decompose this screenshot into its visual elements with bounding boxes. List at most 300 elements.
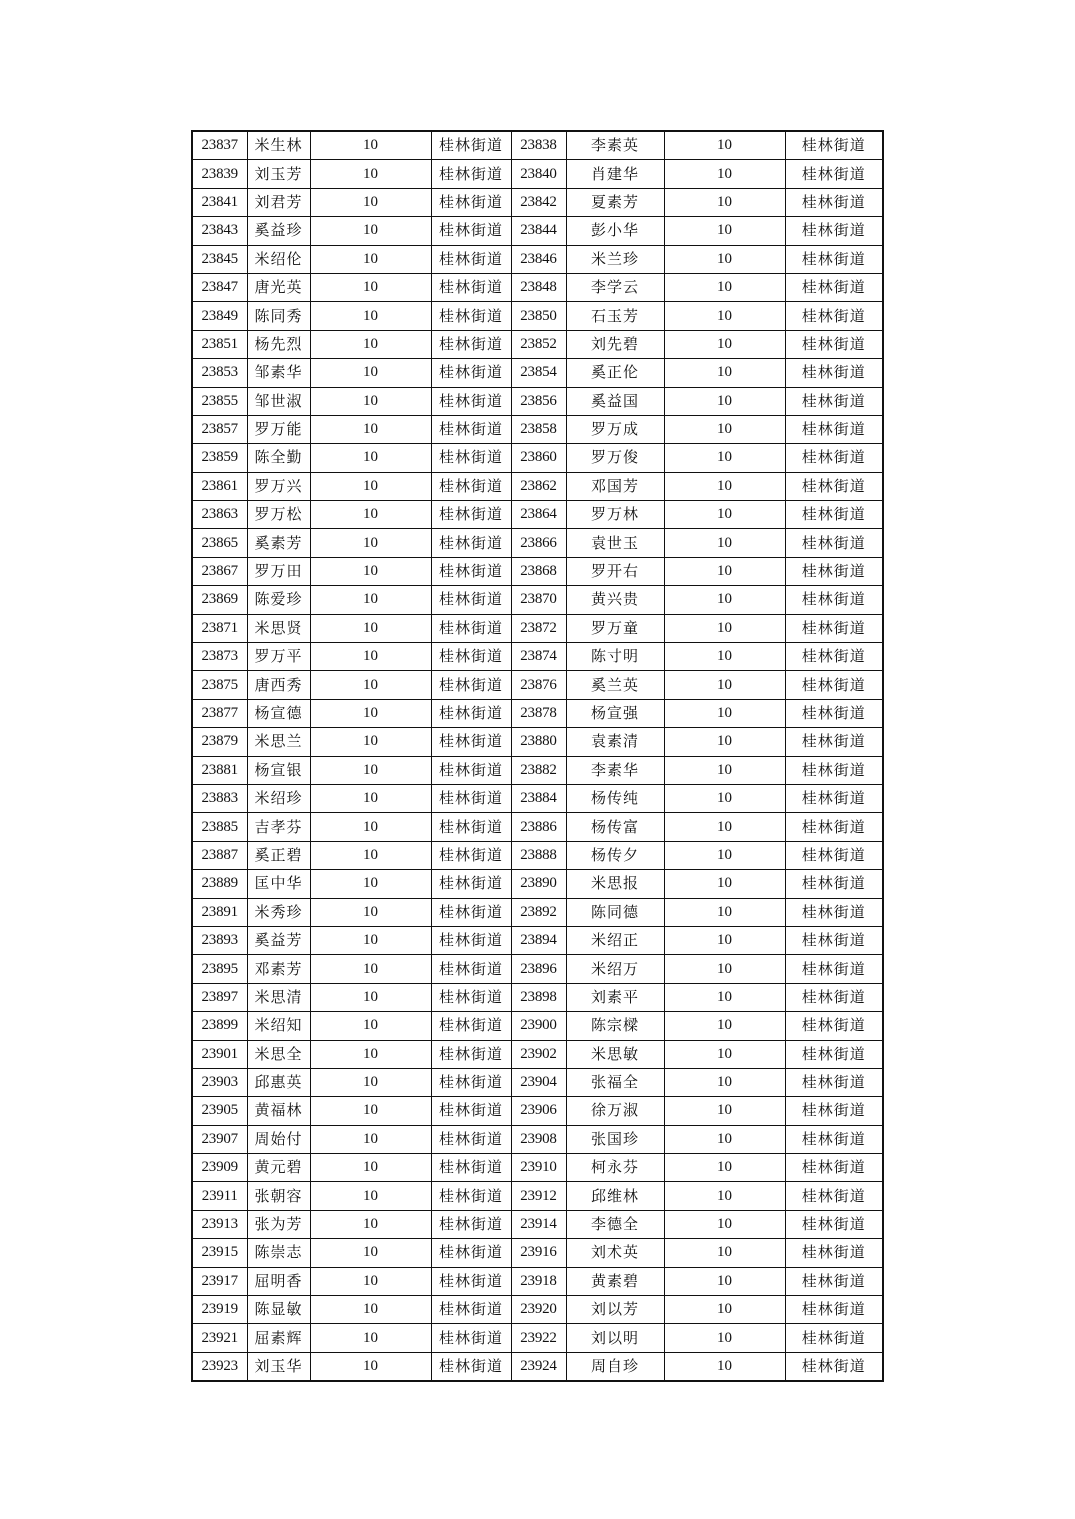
left-street-name-cell: 桂林街道 <box>431 1296 511 1324</box>
right-street-name-cell: 桂林街道 <box>785 273 883 301</box>
left-record-id-cell: 23901 <box>192 1040 247 1068</box>
left-score-value-cell: 10 <box>310 330 431 358</box>
left-score-value-cell: 10 <box>310 586 431 614</box>
table-row <box>192 983 883 1011</box>
right-street-name-cell: 桂林街道 <box>785 1182 883 1210</box>
left-score-value-cell: 10 <box>310 756 431 784</box>
left-street-name-cell: 桂林街道 <box>431 160 511 188</box>
left-street-name-cell: 桂林街道 <box>431 983 511 1011</box>
right-score-value-cell: 10 <box>664 359 785 387</box>
table-row <box>192 728 883 756</box>
left-person-name-cell: 邹世淑 <box>247 387 310 415</box>
left-score-value-cell: 10 <box>310 1324 431 1352</box>
right-record-id-cell: 23908 <box>511 1125 566 1153</box>
left-person-name-cell: 罗万兴 <box>247 472 310 500</box>
right-person-name-cell: 李学云 <box>566 273 664 301</box>
right-street-name-cell: 桂林街道 <box>785 841 883 869</box>
table-row <box>192 273 883 301</box>
right-person-name-cell: 邓国芳 <box>566 472 664 500</box>
left-score-value-cell: 10 <box>310 359 431 387</box>
left-score-value-cell: 10 <box>310 444 431 472</box>
roster-table <box>191 130 884 1382</box>
right-person-name-cell: 刘素平 <box>566 983 664 1011</box>
table-row <box>192 586 883 614</box>
left-record-id-cell: 23887 <box>192 841 247 869</box>
table-row <box>192 557 883 585</box>
left-record-id-cell: 23923 <box>192 1352 247 1381</box>
right-street-name-cell: 桂林街道 <box>785 302 883 330</box>
right-record-id-cell: 23874 <box>511 643 566 671</box>
right-person-name-cell: 周自珍 <box>566 1352 664 1381</box>
right-score-value-cell: 10 <box>664 870 785 898</box>
table-row <box>192 1296 883 1324</box>
left-score-value-cell: 10 <box>310 1210 431 1238</box>
right-person-name-cell: 夏素芳 <box>566 188 664 216</box>
table-row <box>192 699 883 727</box>
right-score-value-cell: 10 <box>664 926 785 954</box>
left-score-value-cell: 10 <box>310 1154 431 1182</box>
left-record-id-cell: 23899 <box>192 1012 247 1040</box>
right-person-name-cell: 米思报 <box>566 870 664 898</box>
right-street-name-cell: 桂林街道 <box>785 756 883 784</box>
right-score-value-cell: 10 <box>664 245 785 273</box>
left-person-name-cell: 奚益珍 <box>247 217 310 245</box>
left-score-value-cell: 10 <box>310 501 431 529</box>
right-person-name-cell: 袁世玉 <box>566 529 664 557</box>
right-street-name-cell: 桂林街道 <box>785 245 883 273</box>
left-person-name-cell: 米思兰 <box>247 728 310 756</box>
right-score-value-cell: 10 <box>664 415 785 443</box>
right-person-name-cell: 张福全 <box>566 1068 664 1096</box>
right-record-id-cell: 23858 <box>511 415 566 443</box>
right-street-name-cell: 桂林街道 <box>785 1296 883 1324</box>
right-street-name-cell: 桂林街道 <box>785 529 883 557</box>
left-street-name-cell: 桂林街道 <box>431 188 511 216</box>
left-record-id-cell: 23889 <box>192 870 247 898</box>
right-person-name-cell: 奚正伦 <box>566 359 664 387</box>
right-score-value-cell: 10 <box>664 1154 785 1182</box>
left-record-id-cell: 23853 <box>192 359 247 387</box>
left-street-name-cell: 桂林街道 <box>431 1267 511 1295</box>
left-record-id-cell: 23863 <box>192 501 247 529</box>
left-score-value-cell: 10 <box>310 870 431 898</box>
table-row <box>192 160 883 188</box>
right-person-name-cell: 黄素碧 <box>566 1267 664 1295</box>
table-row <box>192 330 883 358</box>
table-row <box>192 444 883 472</box>
right-record-id-cell: 23912 <box>511 1182 566 1210</box>
right-street-name-cell: 桂林街道 <box>785 1012 883 1040</box>
right-score-value-cell: 10 <box>664 728 785 756</box>
left-person-name-cell: 邱惠英 <box>247 1068 310 1096</box>
left-record-id-cell: 23845 <box>192 245 247 273</box>
left-street-name-cell: 桂林街道 <box>431 671 511 699</box>
right-person-name-cell: 刘术英 <box>566 1239 664 1267</box>
right-street-name-cell: 桂林街道 <box>785 1068 883 1096</box>
right-record-id-cell: 23906 <box>511 1097 566 1125</box>
right-street-name-cell: 桂林街道 <box>785 501 883 529</box>
table-row <box>192 217 883 245</box>
table-row <box>192 813 883 841</box>
right-record-id-cell: 23922 <box>511 1324 566 1352</box>
right-score-value-cell: 10 <box>664 784 785 812</box>
left-score-value-cell: 10 <box>310 728 431 756</box>
left-street-name-cell: 桂林街道 <box>431 1068 511 1096</box>
left-score-value-cell: 10 <box>310 131 431 160</box>
left-street-name-cell: 桂林街道 <box>431 643 511 671</box>
left-score-value-cell: 10 <box>310 1296 431 1324</box>
left-score-value-cell: 10 <box>310 1267 431 1295</box>
left-street-name-cell: 桂林街道 <box>431 444 511 472</box>
left-score-value-cell: 10 <box>310 1182 431 1210</box>
right-score-value-cell: 10 <box>664 1210 785 1238</box>
left-record-id-cell: 23861 <box>192 472 247 500</box>
right-street-name-cell: 桂林街道 <box>785 784 883 812</box>
left-record-id-cell: 23847 <box>192 273 247 301</box>
right-person-name-cell: 张国珍 <box>566 1125 664 1153</box>
right-street-name-cell: 桂林街道 <box>785 699 883 727</box>
left-street-name-cell: 桂林街道 <box>431 756 511 784</box>
right-person-name-cell: 奚益国 <box>566 387 664 415</box>
left-record-id-cell: 23857 <box>192 415 247 443</box>
right-record-id-cell: 23910 <box>511 1154 566 1182</box>
right-street-name-cell: 桂林街道 <box>785 898 883 926</box>
left-person-name-cell: 米绍伦 <box>247 245 310 273</box>
table-row <box>192 1210 883 1238</box>
right-street-name-cell: 桂林街道 <box>785 1352 883 1381</box>
left-street-name-cell: 桂林街道 <box>431 1125 511 1153</box>
right-record-id-cell: 23880 <box>511 728 566 756</box>
right-street-name-cell: 桂林街道 <box>785 387 883 415</box>
left-record-id-cell: 23855 <box>192 387 247 415</box>
right-score-value-cell: 10 <box>664 330 785 358</box>
table-row <box>192 784 883 812</box>
left-record-id-cell: 23871 <box>192 614 247 642</box>
right-person-name-cell: 罗万俊 <box>566 444 664 472</box>
left-person-name-cell: 罗万能 <box>247 415 310 443</box>
right-record-id-cell: 23878 <box>511 699 566 727</box>
right-score-value-cell: 10 <box>664 1267 785 1295</box>
left-record-id-cell: 23843 <box>192 217 247 245</box>
right-street-name-cell: 桂林街道 <box>785 983 883 1011</box>
right-person-name-cell: 徐万淑 <box>566 1097 664 1125</box>
left-person-name-cell: 奚正碧 <box>247 841 310 869</box>
table-row <box>192 870 883 898</box>
right-street-name-cell: 桂林街道 <box>785 1210 883 1238</box>
table-row <box>192 1352 883 1381</box>
right-score-value-cell: 10 <box>664 273 785 301</box>
table-row <box>192 529 883 557</box>
left-score-value-cell: 10 <box>310 472 431 500</box>
left-score-value-cell: 10 <box>310 1097 431 1125</box>
left-record-id-cell: 23913 <box>192 1210 247 1238</box>
right-street-name-cell: 桂林街道 <box>785 444 883 472</box>
right-person-name-cell: 罗万林 <box>566 501 664 529</box>
left-person-name-cell: 吉孝芬 <box>247 813 310 841</box>
right-score-value-cell: 10 <box>664 1040 785 1068</box>
right-person-name-cell: 刘以芳 <box>566 1296 664 1324</box>
right-street-name-cell: 桂林街道 <box>785 955 883 983</box>
right-record-id-cell: 23904 <box>511 1068 566 1096</box>
right-record-id-cell: 23840 <box>511 160 566 188</box>
left-street-name-cell: 桂林街道 <box>431 728 511 756</box>
left-person-name-cell: 刘玉华 <box>247 1352 310 1381</box>
left-score-value-cell: 10 <box>310 415 431 443</box>
right-score-value-cell: 10 <box>664 444 785 472</box>
right-record-id-cell: 23870 <box>511 586 566 614</box>
right-street-name-cell: 桂林街道 <box>785 217 883 245</box>
left-score-value-cell: 10 <box>310 1012 431 1040</box>
right-record-id-cell: 23884 <box>511 784 566 812</box>
right-record-id-cell: 23918 <box>511 1267 566 1295</box>
right-score-value-cell: 10 <box>664 1125 785 1153</box>
right-record-id-cell: 23842 <box>511 188 566 216</box>
right-record-id-cell: 23856 <box>511 387 566 415</box>
right-record-id-cell: 23924 <box>511 1352 566 1381</box>
right-score-value-cell: 10 <box>664 1352 785 1381</box>
right-street-name-cell: 桂林街道 <box>785 813 883 841</box>
right-score-value-cell: 10 <box>664 472 785 500</box>
right-record-id-cell: 23898 <box>511 983 566 1011</box>
right-record-id-cell: 23866 <box>511 529 566 557</box>
table-row <box>192 1068 883 1096</box>
left-street-name-cell: 桂林街道 <box>431 273 511 301</box>
right-score-value-cell: 10 <box>664 131 785 160</box>
left-person-name-cell: 匡中华 <box>247 870 310 898</box>
right-person-name-cell: 袁素清 <box>566 728 664 756</box>
left-record-id-cell: 23921 <box>192 1324 247 1352</box>
left-record-id-cell: 23859 <box>192 444 247 472</box>
right-score-value-cell: 10 <box>664 1182 785 1210</box>
right-person-name-cell: 杨传夕 <box>566 841 664 869</box>
table-row <box>192 1040 883 1068</box>
left-record-id-cell: 23897 <box>192 983 247 1011</box>
left-person-name-cell: 杨先烈 <box>247 330 310 358</box>
left-person-name-cell: 杨宣德 <box>247 699 310 727</box>
right-score-value-cell: 10 <box>664 160 785 188</box>
left-score-value-cell: 10 <box>310 955 431 983</box>
table-row <box>192 926 883 954</box>
left-street-name-cell: 桂林街道 <box>431 245 511 273</box>
left-record-id-cell: 23911 <box>192 1182 247 1210</box>
right-person-name-cell: 米兰珍 <box>566 245 664 273</box>
right-score-value-cell: 10 <box>664 557 785 585</box>
right-person-name-cell: 李素英 <box>566 131 664 160</box>
left-street-name-cell: 桂林街道 <box>431 359 511 387</box>
right-street-name-cell: 桂林街道 <box>785 614 883 642</box>
right-score-value-cell: 10 <box>664 387 785 415</box>
left-street-name-cell: 桂林街道 <box>431 1040 511 1068</box>
right-street-name-cell: 桂林街道 <box>785 1125 883 1153</box>
table-row <box>192 614 883 642</box>
right-person-name-cell: 罗万童 <box>566 614 664 642</box>
left-street-name-cell: 桂林街道 <box>431 1352 511 1381</box>
right-record-id-cell: 23892 <box>511 898 566 926</box>
left-person-name-cell: 陈爱珍 <box>247 586 310 614</box>
left-score-value-cell: 10 <box>310 529 431 557</box>
left-person-name-cell: 屈明香 <box>247 1267 310 1295</box>
left-person-name-cell: 邓素芳 <box>247 955 310 983</box>
table-row <box>192 671 883 699</box>
left-person-name-cell: 陈同秀 <box>247 302 310 330</box>
right-score-value-cell: 10 <box>664 813 785 841</box>
right-score-value-cell: 10 <box>664 501 785 529</box>
left-street-name-cell: 桂林街道 <box>431 557 511 585</box>
left-score-value-cell: 10 <box>310 217 431 245</box>
table-row <box>192 955 883 983</box>
right-record-id-cell: 23876 <box>511 671 566 699</box>
right-person-name-cell: 肖建华 <box>566 160 664 188</box>
left-person-name-cell: 米思清 <box>247 983 310 1011</box>
right-person-name-cell: 米思敏 <box>566 1040 664 1068</box>
right-person-name-cell: 陈寸明 <box>566 643 664 671</box>
right-score-value-cell: 10 <box>664 1097 785 1125</box>
roster-body <box>192 131 883 1381</box>
right-record-id-cell: 23852 <box>511 330 566 358</box>
left-street-name-cell: 桂林街道 <box>431 217 511 245</box>
right-person-name-cell: 刘以明 <box>566 1324 664 1352</box>
table-row <box>192 898 883 926</box>
right-street-name-cell: 桂林街道 <box>785 131 883 160</box>
left-score-value-cell: 10 <box>310 699 431 727</box>
left-street-name-cell: 桂林街道 <box>431 529 511 557</box>
right-score-value-cell: 10 <box>664 1012 785 1040</box>
right-record-id-cell: 23894 <box>511 926 566 954</box>
left-record-id-cell: 23909 <box>192 1154 247 1182</box>
right-street-name-cell: 桂林街道 <box>785 643 883 671</box>
left-person-name-cell: 罗万田 <box>247 557 310 585</box>
left-person-name-cell: 屈素辉 <box>247 1324 310 1352</box>
right-score-value-cell: 10 <box>664 955 785 983</box>
right-record-id-cell: 23864 <box>511 501 566 529</box>
left-score-value-cell: 10 <box>310 160 431 188</box>
left-record-id-cell: 23903 <box>192 1068 247 1096</box>
right-record-id-cell: 23900 <box>511 1012 566 1040</box>
left-record-id-cell: 23849 <box>192 302 247 330</box>
right-person-name-cell: 杨宣强 <box>566 699 664 727</box>
right-street-name-cell: 桂林街道 <box>785 1154 883 1182</box>
left-street-name-cell: 桂林街道 <box>431 614 511 642</box>
left-person-name-cell: 米思全 <box>247 1040 310 1068</box>
right-score-value-cell: 10 <box>664 586 785 614</box>
right-street-name-cell: 桂林街道 <box>785 926 883 954</box>
table-row <box>192 359 883 387</box>
right-record-id-cell: 23920 <box>511 1296 566 1324</box>
right-score-value-cell: 10 <box>664 841 785 869</box>
left-street-name-cell: 桂林街道 <box>431 387 511 415</box>
left-street-name-cell: 桂林街道 <box>431 1012 511 1040</box>
right-person-name-cell: 米绍万 <box>566 955 664 983</box>
left-score-value-cell: 10 <box>310 302 431 330</box>
right-record-id-cell: 23854 <box>511 359 566 387</box>
left-person-name-cell: 黄元碧 <box>247 1154 310 1182</box>
table-row <box>192 1125 883 1153</box>
right-score-value-cell: 10 <box>664 1068 785 1096</box>
right-record-id-cell: 23888 <box>511 841 566 869</box>
right-person-name-cell: 罗开右 <box>566 557 664 585</box>
left-person-name-cell: 米绍珍 <box>247 784 310 812</box>
left-score-value-cell: 10 <box>310 643 431 671</box>
right-record-id-cell: 23868 <box>511 557 566 585</box>
left-street-name-cell: 桂林街道 <box>431 501 511 529</box>
table-row <box>192 1012 883 1040</box>
table-row <box>192 756 883 784</box>
right-person-name-cell: 石玉芳 <box>566 302 664 330</box>
right-street-name-cell: 桂林街道 <box>785 359 883 387</box>
right-score-value-cell: 10 <box>664 983 785 1011</box>
left-street-name-cell: 桂林街道 <box>431 415 511 443</box>
right-street-name-cell: 桂林街道 <box>785 1097 883 1125</box>
left-street-name-cell: 桂林街道 <box>431 330 511 358</box>
table-row <box>192 501 883 529</box>
left-score-value-cell: 10 <box>310 1239 431 1267</box>
left-street-name-cell: 桂林街道 <box>431 1182 511 1210</box>
left-street-name-cell: 桂林街道 <box>431 955 511 983</box>
right-person-name-cell: 邱维林 <box>566 1182 664 1210</box>
right-score-value-cell: 10 <box>664 302 785 330</box>
left-street-name-cell: 桂林街道 <box>431 870 511 898</box>
right-street-name-cell: 桂林街道 <box>785 1324 883 1352</box>
right-street-name-cell: 桂林街道 <box>785 160 883 188</box>
right-street-name-cell: 桂林街道 <box>785 1040 883 1068</box>
table-row <box>192 188 883 216</box>
left-person-name-cell: 杨宣银 <box>247 756 310 784</box>
left-street-name-cell: 桂林街道 <box>431 586 511 614</box>
left-person-name-cell: 米绍知 <box>247 1012 310 1040</box>
table-row <box>192 1267 883 1295</box>
left-score-value-cell: 10 <box>310 1040 431 1068</box>
left-street-name-cell: 桂林街道 <box>431 699 511 727</box>
left-record-id-cell: 23883 <box>192 784 247 812</box>
left-score-value-cell: 10 <box>310 671 431 699</box>
right-score-value-cell: 10 <box>664 756 785 784</box>
right-street-name-cell: 桂林街道 <box>785 671 883 699</box>
left-record-id-cell: 23893 <box>192 926 247 954</box>
right-record-id-cell: 23882 <box>511 756 566 784</box>
left-record-id-cell: 23877 <box>192 699 247 727</box>
right-person-name-cell: 杨传富 <box>566 813 664 841</box>
left-person-name-cell: 奚素芳 <box>247 529 310 557</box>
left-street-name-cell: 桂林街道 <box>431 926 511 954</box>
left-record-id-cell: 23839 <box>192 160 247 188</box>
right-record-id-cell: 23916 <box>511 1239 566 1267</box>
left-record-id-cell: 23915 <box>192 1239 247 1267</box>
left-record-id-cell: 23869 <box>192 586 247 614</box>
left-person-name-cell: 陈崇志 <box>247 1239 310 1267</box>
left-score-value-cell: 10 <box>310 784 431 812</box>
right-person-name-cell: 罗万成 <box>566 415 664 443</box>
left-record-id-cell: 23881 <box>192 756 247 784</box>
left-score-value-cell: 10 <box>310 245 431 273</box>
left-street-name-cell: 桂林街道 <box>431 1239 511 1267</box>
table-row <box>192 643 883 671</box>
left-score-value-cell: 10 <box>310 1125 431 1153</box>
left-record-id-cell: 23841 <box>192 188 247 216</box>
right-record-id-cell: 23846 <box>511 245 566 273</box>
left-person-name-cell: 唐光英 <box>247 273 310 301</box>
right-person-name-cell: 李素华 <box>566 756 664 784</box>
left-score-value-cell: 10 <box>310 387 431 415</box>
right-score-value-cell: 10 <box>664 188 785 216</box>
right-person-name-cell: 柯永芬 <box>566 1154 664 1182</box>
left-street-name-cell: 桂林街道 <box>431 898 511 926</box>
right-score-value-cell: 10 <box>664 699 785 727</box>
right-street-name-cell: 桂林街道 <box>785 330 883 358</box>
left-record-id-cell: 23851 <box>192 330 247 358</box>
right-record-id-cell: 23914 <box>511 1210 566 1238</box>
right-record-id-cell: 23902 <box>511 1040 566 1068</box>
left-street-name-cell: 桂林街道 <box>431 302 511 330</box>
